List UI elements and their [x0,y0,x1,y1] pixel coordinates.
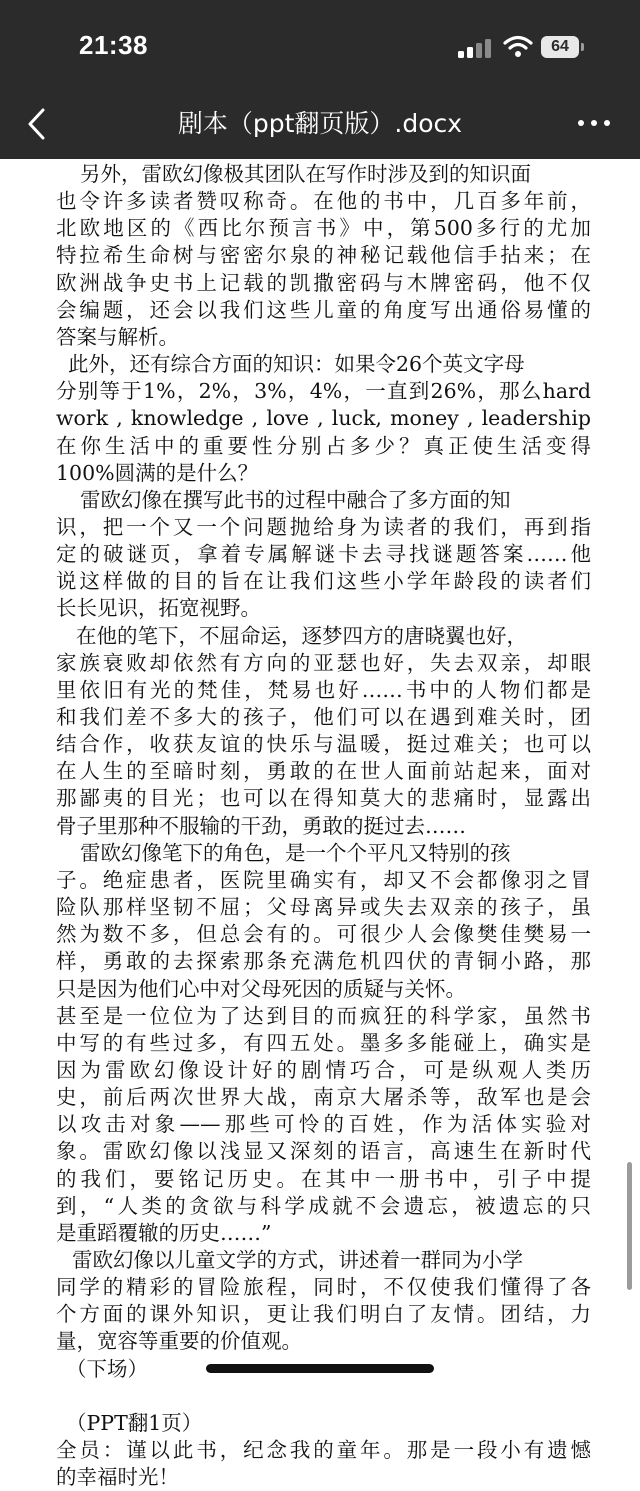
document-line: work , knowledge , love , luck, money , leadership [56,406,591,431]
document-line: 在人生的至暗时刻，勇敢的在世人面前站起来，面对 [56,759,591,784]
document-line: 在他的笔下，不屈命运，逐梦四方的唐晓翼也好， [76,623,527,648]
document-line: 甚至是一位位为了达到目的而疯狂的科学家，虽然书 [56,1003,591,1028]
document-title: 剧本（ppt翻页版）.docx [177,109,463,138]
scrollbar[interactable] [627,1162,632,1290]
chevron-left-icon [30,110,43,138]
document-line: 雷欧幻像以儿童文学的方式，讲述着一群同为小学 [72,1248,523,1272]
document-line: 雷欧幻像在撰写此书的过程中融合了多方面的知 [80,487,511,512]
document-line: 北欧地区的《西比尔预言书》中，第500多行的尤加 [56,216,591,241]
document-line: 特拉希生命树与密密尔泉的神秘记载他信手拈来；在 [56,243,591,268]
document-line: 同学的精彩的冒险旅程，同时，不仅使我们懂得了各 [56,1275,591,1300]
document-line: 和我们差不多大的孩子，他们可以在遇到难关时，团 [56,705,591,729]
document-line: 到，“人类的贪欲与科学成就不会遗忘，被遗忘的只 [56,1193,591,1218]
battery-tip [581,43,584,51]
document-line: 子。绝症患者，医院里确实有，却又不会都像羽之冒 [56,867,591,892]
document-line: 那鄙夷的目光；也可以在得知莫大的悲痛时，显露出 [56,786,591,811]
document-line: 也令许多读者赞叹称奇。在他的书中，几百多年前， [56,189,591,214]
document-line: 家族衰败却依然有方向的亚瑟也好，失去双亲，却眼 [56,650,591,675]
wifi-icon [503,34,533,58]
document-line: 长长见识，拓宽视野。 [56,596,261,621]
document-line: 骨子里那种不服输的干劲，勇敢的挺过去…… [56,813,466,838]
document-line: 识，把一个又一个问题抛给身为读者的我们，再到指 [56,514,591,539]
document-line: 险队那样坚韧不屈；父母离异或失去双亲的孩子，虽 [56,895,591,920]
document-line: 然为数不多，但总会有的。可很少人会像樊佳樊易一 [56,922,591,947]
document-line: 象。雷欧幻像以浅显又深刻的语言，高速生在新时代 [56,1139,591,1164]
document-line: 此外，还有综合方面的知识：如果令26个英文字母 [68,352,525,377]
document-line: 会编题，还会以我们这些儿童的角度写出通俗易懂的 [56,297,591,322]
document-line: 中写的有些过多，有四五处。墨多多能碰上，确实是 [56,1030,591,1055]
document-line: 量，宽容等重要的价值观。 [56,1329,302,1354]
signal-icon [458,38,492,58]
document-line: 是重蹈覆辙的历史……” [56,1220,272,1245]
document-line: 欧洲战争史书上记载的凯撒密码与木牌密码，他不仅 [56,270,591,295]
document-line: 雷欧幻像笔下的角色，是一个个平凡又特别的孩 [80,840,511,865]
more-horizontal-icon[interactable] [574,115,614,131]
top-bar [0,0,640,159]
document-line: 结合作，收获友谊的快乐与温暖，挺过难关；也可以 [56,732,591,757]
document-line: 分别等于1%，2%，3%，4%，一直到26%，那么hard [56,379,591,404]
document-line: 因为雷欧幻像设计好的剧情巧合，可是纵观人类历 [56,1057,591,1082]
document-line: 个方面的课外知识，更让我们明白了友情。团结，力 [56,1302,591,1327]
document-line: 只是因为他们心中对父母死因的质疑与关怀。 [56,976,466,1001]
document-line: 以攻击对象——那些可怜的百姓，作为活体实验对 [56,1112,591,1137]
document-line: 样，勇敢的去探索那条充满危机四伏的青铜小路，那 [56,949,591,974]
document-line: 的我们，要铭记历史。在其中一册书中，引子中提 [56,1166,591,1191]
document-line: 里依旧有光的梵佳，梵易也好……书中的人物们都是 [56,677,591,702]
battery-icon: 64 [541,36,579,58]
document-line: （PPT翻1页） [66,1410,203,1435]
document-line: 史，前后两次世界大战，南京大屠杀等，敌军也是会 [56,1085,591,1110]
back-button[interactable] [18,102,58,146]
document-line: 说这样做的目的旨在让我们这些小学年龄段的读者们 [56,569,591,594]
document-line: 的幸福时光！ [56,1465,179,1490]
document-line: 另外，雷欧幻像极其团队在写作时涉及到的知识面 [80,162,531,186]
document-line: （下场） [66,1356,148,1381]
document-line: 答案与解析。 [56,324,179,349]
home-indicator [206,1364,434,1373]
document-content[interactable] [0,159,640,1490]
document-line: 定的破谜页，拿着专属解谜卡去寻找谜题答案……他 [56,542,591,567]
status-time: 21:38 [79,30,148,60]
document-line: 在你生活中的重要性分别占多少？真正使生活变得 [56,433,591,458]
document-line: 全员：谨以此书，纪念我的童年。那是一段小有遗憾 [56,1438,591,1463]
document-line: 100%圆满的是什么？ [56,460,259,485]
